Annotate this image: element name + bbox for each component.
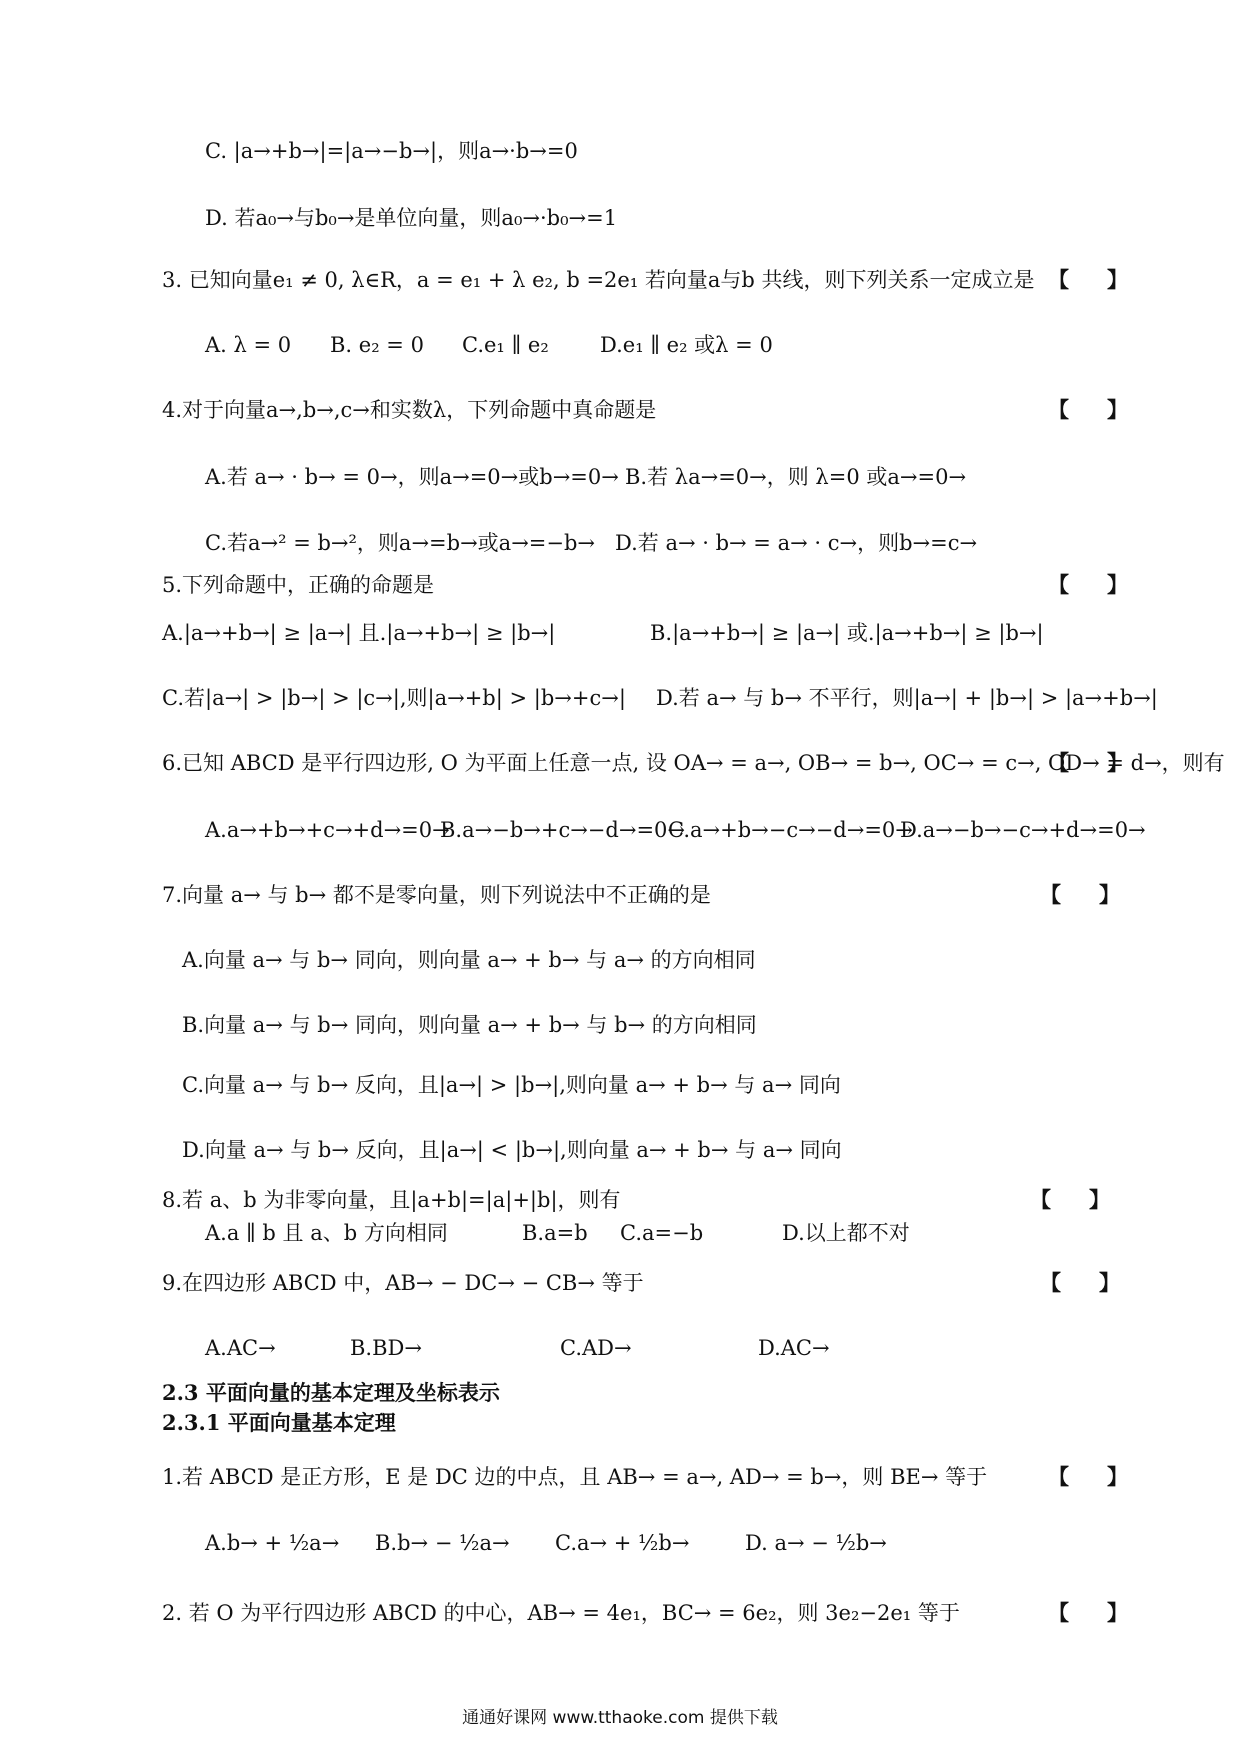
q5-option-b: B.|a→+b→| ≥ |a→| 或.|a→+b→| ≥ |b→| xyxy=(650,621,1044,645)
q8-option-a: A.a ∥ b 且 a、b 方向相同 xyxy=(205,1221,448,1245)
q4-option-d: D.若 a→ · b→ = a→ · c→，则b→=c→ xyxy=(615,531,978,555)
section-subtitle: 2.3.1 平面向量基本定理 xyxy=(162,1410,396,1435)
page-footer: 通通好课网 www.tthaoke.com 提供下载 xyxy=(462,1708,778,1728)
q3-option-c: C.e₁ ∥ e₂ xyxy=(462,333,549,357)
q8-option-d: D.以上都不对 xyxy=(782,1221,910,1245)
q3-option-a: A. λ = 0 xyxy=(205,333,292,357)
q9-answer-bracket xyxy=(1040,1268,1120,1298)
s1-answer-bracket xyxy=(1048,1462,1128,1492)
q9-stem: 9.在四边形 ABCD 中，AB→ − DC→ − CB→ 等于 xyxy=(162,1271,644,1295)
q7-option-c: C.向量 a→ 与 b→ 反向，且|a→| > |b→|,则向量 a→ + b→ 与 a→ 同向 xyxy=(182,1073,841,1097)
q9-option-a: A.AC→ xyxy=(205,1336,276,1360)
q9-option-b: B.BD→ xyxy=(350,1336,422,1360)
q6-option-d: D.a→−b→−c→+d→=0→ xyxy=(900,818,1146,842)
s1-stem: 1.若 ABCD 是正方形，E 是 DC 边的中点，且 AB→ = a→, AD→ = b→，则 BE→ 等于 xyxy=(162,1465,988,1489)
s1-option-a: A.b→ + ½a→ xyxy=(205,1531,340,1555)
q3-option-d: D.e₁ ∥ e₂ 或λ = 0 xyxy=(600,333,773,357)
s1-option-c: C.a→ + ½b→ xyxy=(555,1531,690,1555)
q5-answer-bracket xyxy=(1048,570,1128,600)
prev-option-c: C. |a→+b→|=|a→−b→|，则a→·b→=0 xyxy=(205,139,578,163)
q5-option-a: A.|a→+b→| ≥ |a→| 且.|a→+b→| ≥ |b→| xyxy=(162,621,556,645)
q7-option-a: A.向量 a→ 与 b→ 同向，则向量 a→ + b→ 与 a→ 的方向相同 xyxy=(182,948,756,972)
s1-option-b: B.b→ − ½a→ xyxy=(375,1531,510,1555)
q7-option-b: B.向量 a→ 与 b→ 同向，则向量 a→ + b→ 与 b→ 的方向相同 xyxy=(182,1013,757,1037)
q6-option-b: B.a→−b→+c→−d→=0→ xyxy=(440,818,685,842)
q4-option-c: C.若a→² = b→²，则a→=b→或a→=−b→ xyxy=(205,531,596,555)
q5-stem: 5.下列命题中，正确的命题是 xyxy=(162,573,435,597)
q8-answer-bracket xyxy=(1030,1185,1110,1215)
q4-stem: 4.对于向量a→,b→,c→和实数λ，下列命题中真命题是 xyxy=(162,398,657,422)
q8-option-c: C.a=−b xyxy=(620,1221,704,1245)
q3-stem: 3. 已知向量e₁ ≠ 0, λ∈R，a = e₁ + λ e₂, b =2e₁ 若向量a与b 共线，则下列关系一定成立是 xyxy=(162,268,1035,292)
q9-option-c: C.AD→ xyxy=(560,1336,632,1360)
q5-option-d: D.若 a→ 与 b→ 不平行，则|a→| + |b→| > |a→+b→| xyxy=(656,686,1158,710)
q6-stem: 6.已知 ABCD 是平行四边形, O 为平面上任意一点, 设 OA→ = a→, OB→ = b→, OC→ = c→, OD→ = d→，则有 xyxy=(162,751,1225,775)
q6-answer-bracket xyxy=(1048,748,1128,778)
q8-option-b: B.a=b xyxy=(522,1221,588,1245)
s2-answer-bracket xyxy=(1048,1598,1128,1628)
s2-stem: 2. 若 O 为平行四边形 ABCD 的中心，AB→ = 4e₁，BC→ = 6e₂，则 3e₂−2e₁ 等于 xyxy=(162,1601,960,1625)
q7-answer-bracket xyxy=(1040,880,1120,910)
q7-option-d: D.向量 a→ 与 b→ 反向，且|a→| < |b→|,则向量 a→ + b→ 与 a→ 同向 xyxy=(182,1138,842,1162)
q9-option-d: D.AC→ xyxy=(758,1336,830,1360)
q6-option-a: A.a→+b→+c→+d→=0→ xyxy=(205,818,450,842)
s1-option-d: D. a→ − ½b→ xyxy=(745,1531,887,1555)
q8-stem: 8.若 a、b 为非零向量，且|a+b|=|a|+|b|，则有 xyxy=(162,1188,621,1212)
q4-answer-bracket xyxy=(1048,395,1128,425)
q3-answer-bracket xyxy=(1048,265,1128,295)
prev-option-d: D. 若a₀→与b₀→是单位向量，则a₀→·b₀→=1 xyxy=(205,206,618,230)
q4-option-a: A.若 a→ · b→ = 0→，则a→=0→或b→=0→ xyxy=(205,465,619,489)
q3-option-b: B. e₂ = 0 xyxy=(330,333,424,357)
q5-option-c: C.若|a→| > |b→| > |c→|,则|a→+b| > |b→+c→| xyxy=(162,686,626,710)
q6-option-c: C.a→+b→−c→−d→=0→ xyxy=(668,818,913,842)
section-title: 2.3 平面向量的基本定理及坐标表示 xyxy=(162,1380,500,1405)
q4-option-b: B.若 λa→=0→，则 λ=0 或a→=0→ xyxy=(625,465,967,489)
q7-stem: 7.向量 a→ 与 b→ 都不是零向量，则下列说法中不正确的是 xyxy=(162,883,711,907)
